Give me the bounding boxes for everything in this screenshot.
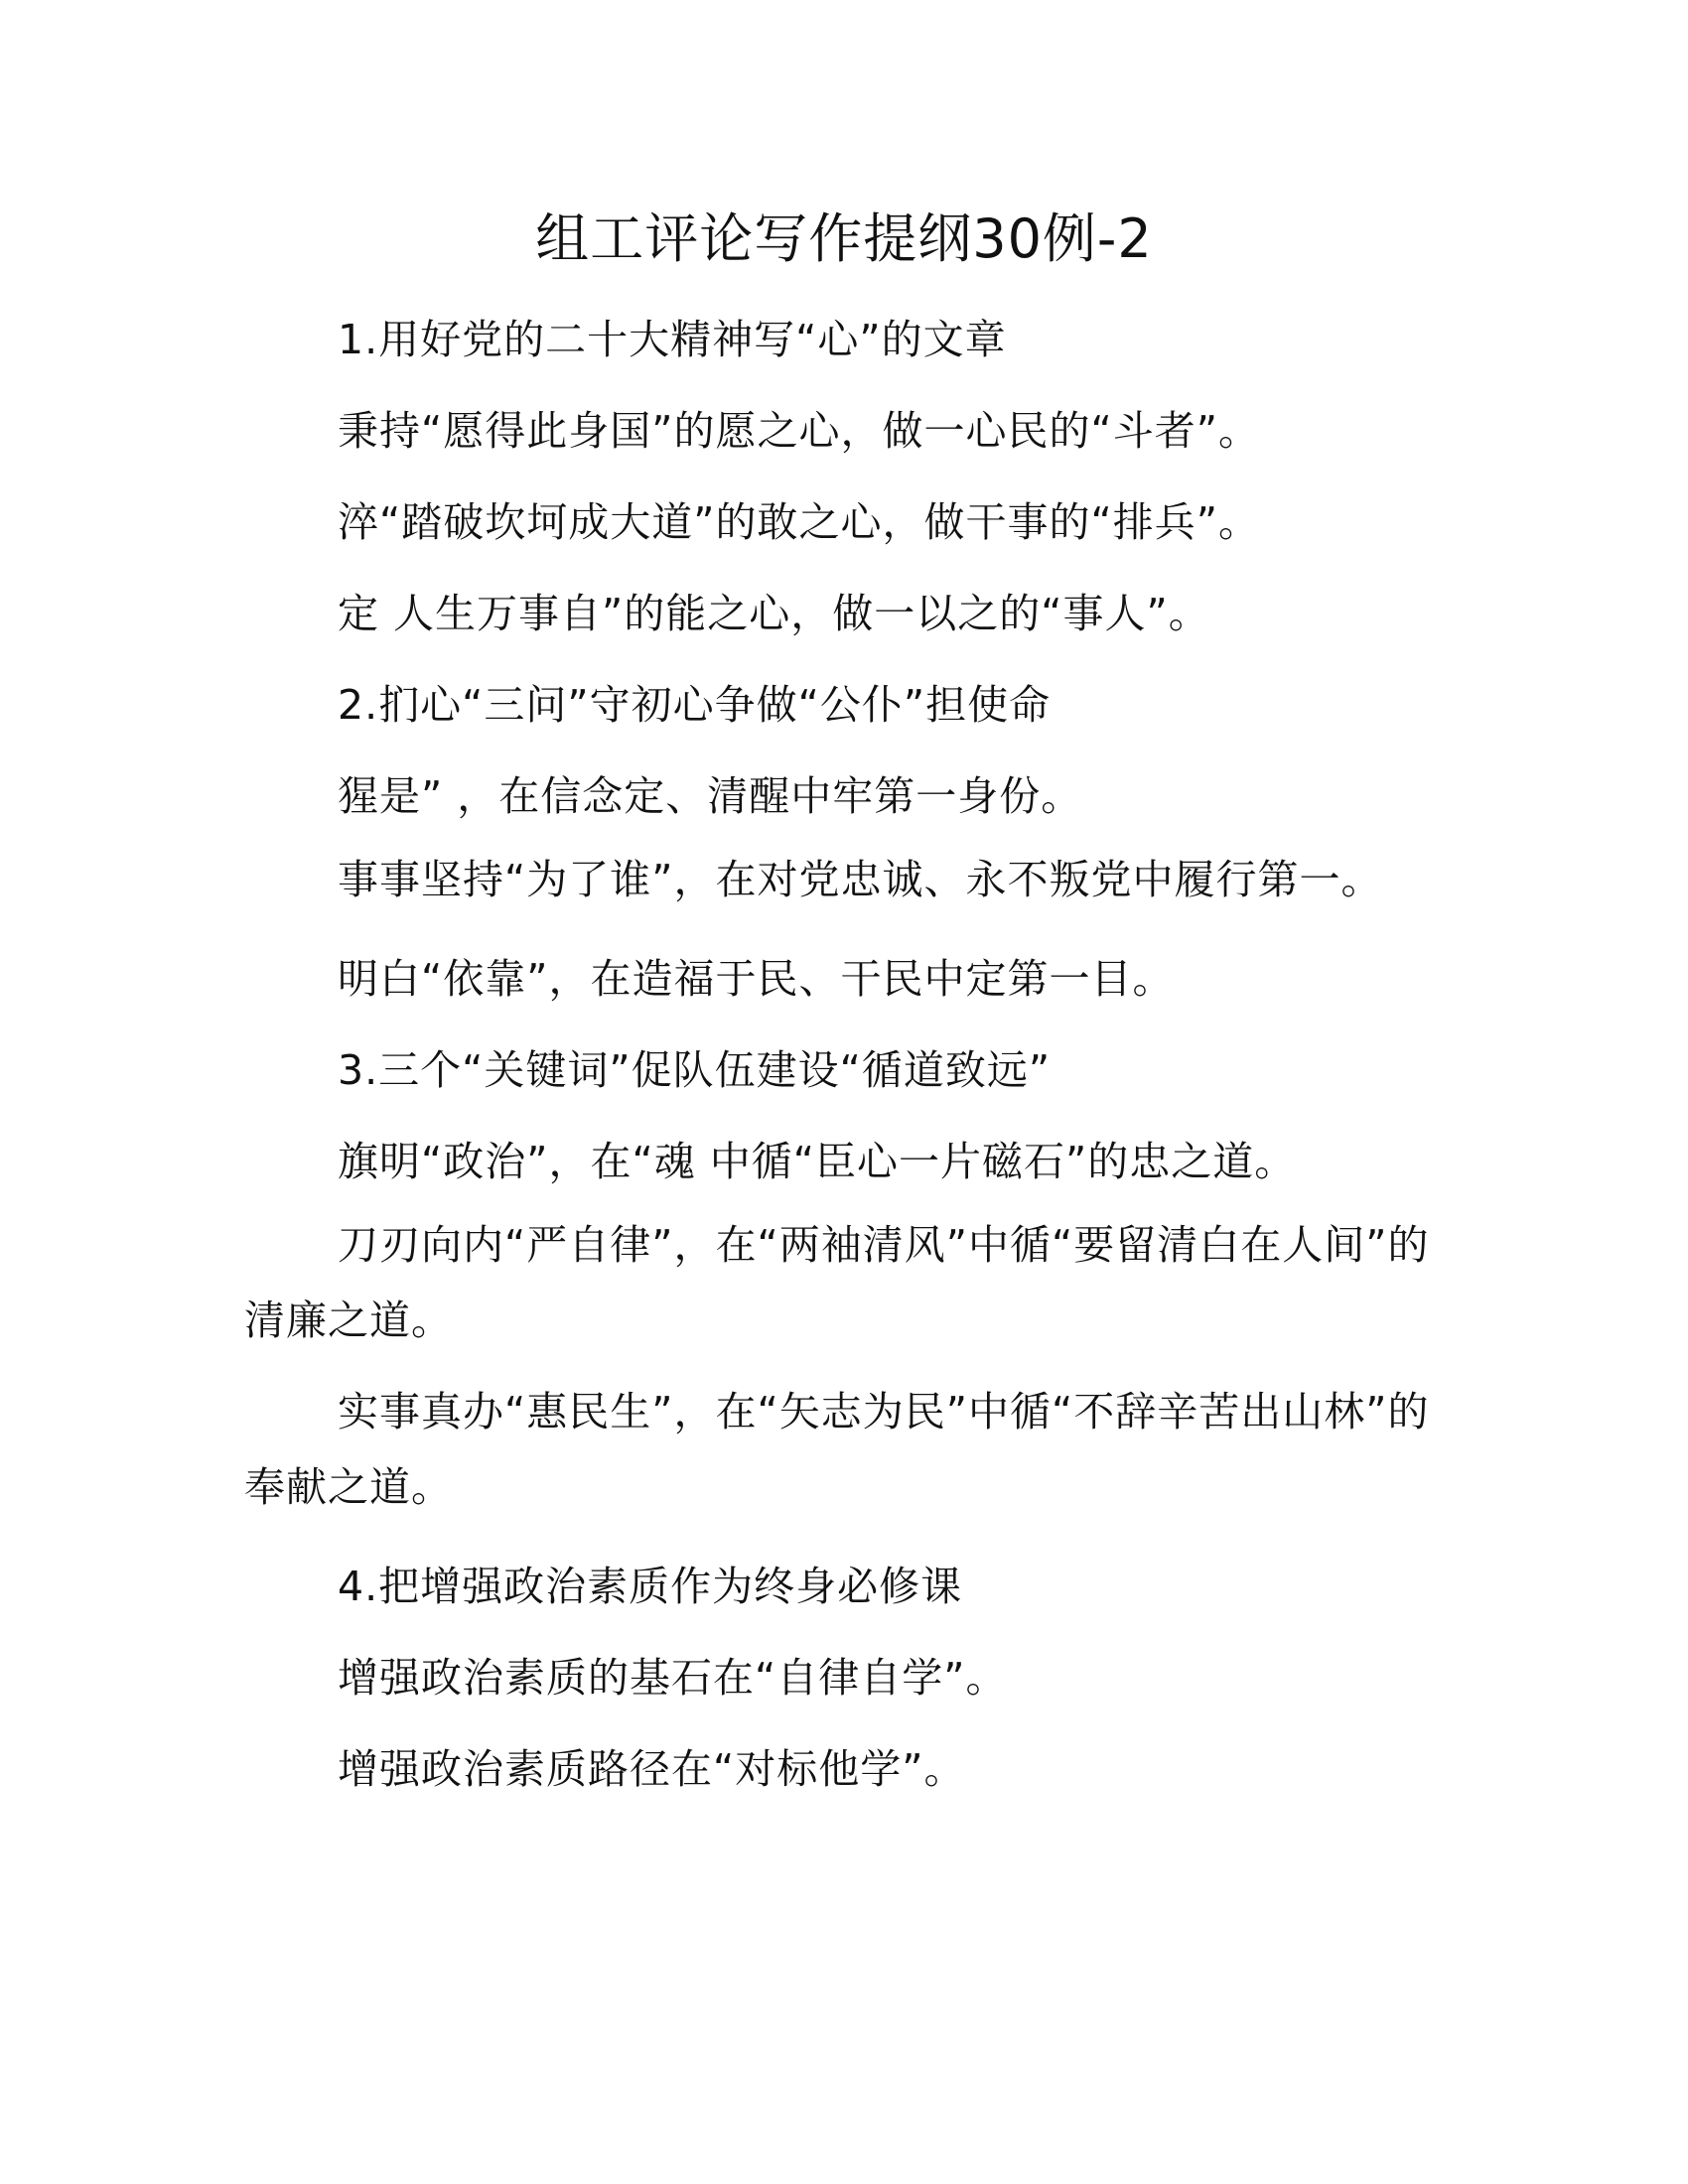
section-heading-2: 2.扪心“三问”守初心争做“公仆”担使命 — [338, 681, 1052, 729]
paragraph: 旗明“政治”，在“魂 中循“臣心一片磁石”的忠之道。 — [338, 1138, 1297, 1185]
paragraph: 事事坚持“为了谁”，在对党忠诚、永不叛党中履行第一。 — [338, 856, 1383, 903]
paragraph: 增强政治素质的基石在“自律自学”。 — [338, 1654, 1008, 1702]
paragraph: 明白“依靠”，在造福于民、干民中定第一目。 — [338, 955, 1175, 1003]
paragraph: 定 人生万事自”的能之心，做一以之的“事人”。 — [338, 590, 1210, 637]
paragraph: 秉持“愿得此身国”的愿之心，做一心民的“斗者”。 — [338, 407, 1260, 455]
paragraph: 猩是” ，在信念定、清醒中牢第一身份。 — [338, 772, 1083, 820]
document-body — [244, 294, 1436, 1815]
section-heading-1: 1.用好党的二十大精神写“心”的文章 — [338, 316, 1007, 363]
document-title: 组工评论写作提纲30例-2 — [535, 207, 1153, 270]
paragraph: 淬“踏破坎坷成大道”的敢之心，做干事的“排兵”。 — [338, 498, 1260, 546]
section-heading-4: 4.把增强政治素质作为终身必修课 — [338, 1563, 963, 1610]
paragraph: 增强政治素质路径在“对标他学”。 — [338, 1745, 966, 1793]
section-heading-3: 3.三个“关键词”促队伍建设“循道致远” — [338, 1046, 1052, 1094]
paragraph: 实事真办“惠民生”，在“矢志为民”中循“不辞辛苦出山林”的奉献之道。 — [244, 1388, 1430, 1511]
paragraph: 刀刃向内“严自律”，在“两袖清风”中循“要留清白在人间”的清廉之道。 — [244, 1221, 1430, 1344]
